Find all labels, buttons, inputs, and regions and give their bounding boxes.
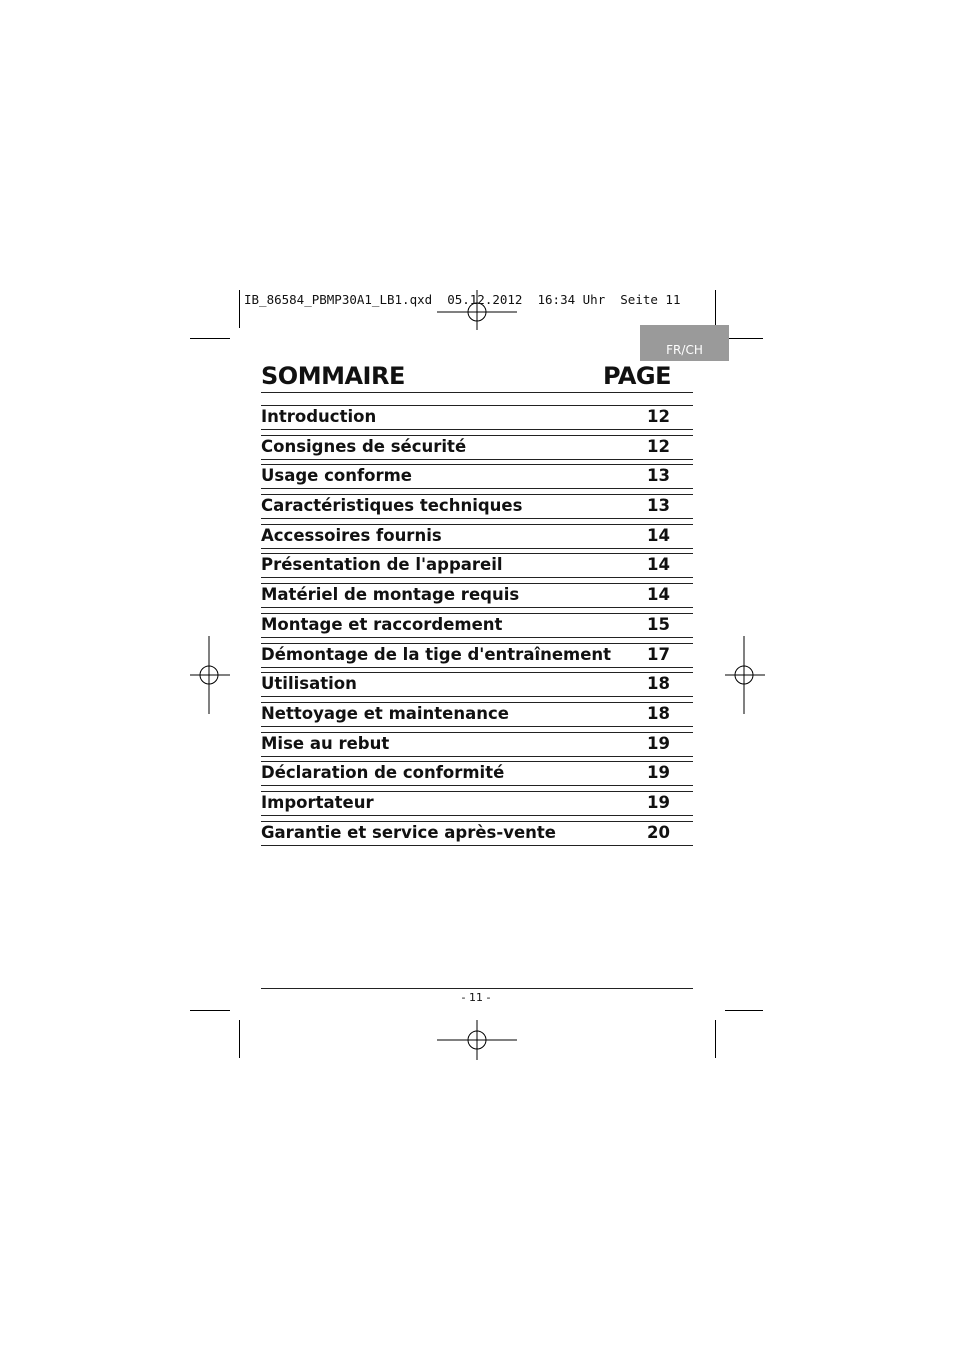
crop-mark	[190, 1010, 230, 1011]
toc-page: 13	[647, 466, 670, 486]
registration-mark-icon	[725, 636, 765, 714]
toc-title: Usage conforme	[261, 466, 412, 486]
toc-page: 19	[647, 763, 670, 783]
toc-title: Garantie et service après-vente	[261, 822, 556, 842]
heading-sommaire: SOMMAIRE	[261, 362, 405, 390]
toc-title: Déclaration de conformité	[261, 763, 505, 783]
registration-mark-icon	[190, 636, 230, 714]
registration-mark-icon	[437, 1020, 517, 1060]
language-tab-label: FR/CH	[666, 343, 703, 357]
toc-title: Introduction	[261, 407, 377, 426]
toc-page: 19	[647, 733, 670, 753]
toc-page: 13	[647, 496, 670, 516]
crop-mark	[715, 290, 716, 328]
language-tab	[640, 325, 729, 361]
crop-mark	[725, 1010, 763, 1011]
heading-rule	[261, 392, 693, 393]
toc-entry	[261, 732, 693, 762]
toc-page: 19	[647, 792, 670, 812]
toc-page: 14	[647, 525, 670, 545]
toc-title: Caractéristiques techniques	[261, 496, 523, 516]
toc-page: 14	[647, 585, 670, 605]
crop-mark	[239, 1020, 240, 1058]
table-of-contents	[261, 405, 693, 850]
toc-title: Nettoyage et maintenance	[261, 703, 509, 723]
toc-entry	[261, 405, 693, 435]
toc-entry	[261, 524, 693, 554]
toc-entry	[261, 821, 693, 851]
toc-title: Démontage de la tige d'entraînement	[261, 644, 612, 664]
toc-entry	[261, 761, 693, 791]
toc-title: Présentation de l'appareil	[261, 555, 503, 575]
toc-page: 17	[647, 644, 670, 664]
toc-entry	[261, 702, 693, 732]
toc-entry	[261, 613, 693, 643]
toc-title: Importateur	[261, 792, 374, 812]
page-number: - 11 -	[461, 991, 491, 1004]
toc-page: 18	[647, 703, 670, 723]
toc-page: 12	[647, 436, 670, 456]
toc-title: Consignes de sécurité	[261, 436, 467, 456]
toc-title: Montage et raccordement	[261, 614, 503, 634]
toc-page: 15	[647, 614, 670, 634]
heading-page: PAGE	[602, 362, 671, 390]
toc-title: Mise au rebut	[261, 733, 390, 753]
toc-entry	[261, 583, 693, 613]
toc-entry	[261, 643, 693, 673]
toc-entry	[261, 464, 693, 494]
footer-rule	[261, 988, 693, 989]
crop-mark	[725, 338, 763, 339]
toc-entry	[261, 494, 693, 524]
toc-entry	[261, 672, 693, 702]
toc-entry	[261, 553, 693, 583]
toc-entry	[261, 791, 693, 821]
toc-title: Accessoires fournis	[261, 525, 442, 545]
toc-page: 12	[647, 407, 670, 426]
toc-page: 20	[647, 822, 670, 842]
toc-title: Matériel de montage requis	[261, 585, 520, 605]
crop-mark	[715, 1020, 716, 1058]
toc-title: Utilisation	[261, 674, 357, 694]
crop-mark	[239, 290, 240, 328]
toc-entry	[261, 435, 693, 465]
toc-page: 14	[647, 555, 670, 575]
crop-mark	[190, 338, 230, 339]
print-slug: IB_86584_PBMP30A1_LB1.qxd 05.12.2012 16:34 Uhr Seite 11	[244, 292, 681, 307]
toc-page: 18	[647, 674, 670, 694]
